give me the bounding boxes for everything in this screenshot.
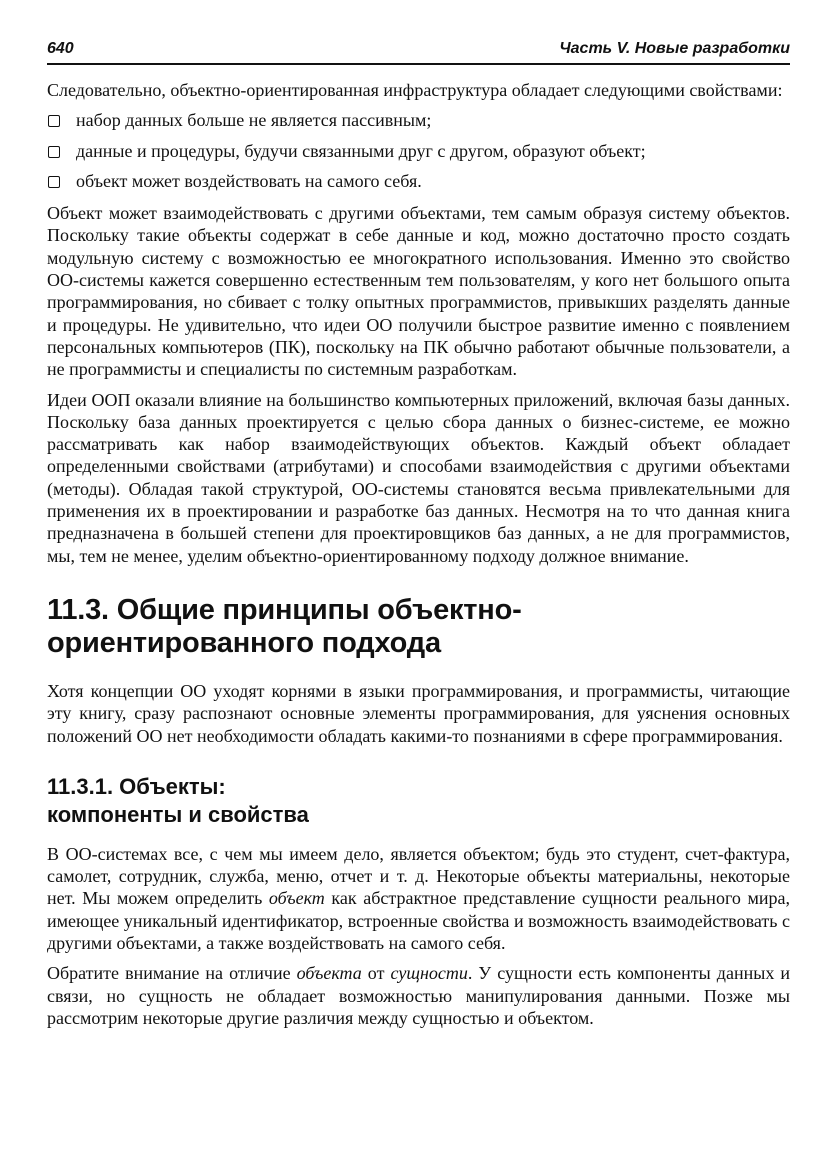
checkbox-bullet-icon [48,176,60,188]
emphasis-term: объекта [296,963,362,984]
running-title: Часть V. Новые разработки [559,40,790,57]
section-heading-line-2: ориентированного подхода [47,626,441,659]
list-item [47,170,790,192]
section-heading [47,594,790,660]
list-item-text: набор данных больше не является пассивным; [76,110,432,131]
list-item [47,140,790,162]
paragraph-oop-influence: Идеи ООП оказали влияние на большинство компьютерных приложений, включая базы данных. Поскольку база данных проектируется с целью сбора данных о бизнес-системе, ее можно рассматривать как набор взаимодействующих объектов. Каждый объект обладает определенными свойствами (атрибутами) и способами взаимодействия с другими объектами (методы). Обладая такой структурой, ОО-системы становятся весьма привлекательными для применения их в проектировании и разработке баз данных. Несмотря на то что данная книга предназначена в большей степени для проектировщиков баз данных, а не для программистов, мы, тем не менее, уделим объектно-ориентированному подходу должное внимание. [47,389,790,566]
list-item-text: объект может воздействовать на самого себя. [76,170,422,191]
checkbox-bullet-icon [48,146,60,158]
book-page [47,36,790,1037]
list-item-text: данные и процедуры, будучи связанными друг с другом, образуют объект; [76,140,646,161]
paragraph-object-vs-entity [47,962,790,1029]
subsection-heading [47,773,790,829]
paragraph-objects-interaction: Объект может взаимодействовать с другими объектами, тем самым образуя систему объектов. Поскольку такие объекты содержат в себе данные и код, можно достаточно просто создать модульную систему с возможностью ее многократного использования. Именно это свойство ОО-системы кажется совершенно естественным тем пользователям, у кого нет большого опыта программирования, но сбивает с толку опытных программистов, привыкших разделять данные и процедуры. Не удивительно, что идеи ОО получили быстрое развитие именно с появлением персональных компьютеров (ПК), поскольку на ПК обычно работают обычные пользователи, а не программисты и специалисты по системным разработкам. [47,203,790,380]
paragraph-object-definition [47,843,790,954]
text-run: от [361,963,391,984]
list-item [47,109,790,131]
property-list [47,109,790,192]
checkbox-bullet-icon [48,115,60,127]
subsection-heading-line-1: 11.3.1. Объекты: [47,773,226,799]
text-run: Обратите внимание на отличие [47,963,297,984]
emphasis-term: объект [268,888,325,909]
page-number: 640 [47,40,74,57]
section-heading-line-1: 11.3. Общие принципы объектно- [47,593,522,626]
text-run: . У сущности есть компоненты данных и связи, но сущность не обладает возможностью манипулирования данными. Позже мы рассмотрим некоторые другие различия между сущностью и объектом. [47,963,791,1028]
intro-paragraph: Следовательно, объектно-ориентированная инфраструктура обладает следующими свойствами: [47,80,783,100]
subsection-heading-line-2: компоненты и свойства [47,801,309,827]
text-run: как абстрактное представление сущности реального мира, имеющее уникальный идентификатор, встроенные свойства и возможность взаимодействовать с другими объектами, а также воздействовать на самого себя. [47,888,790,954]
text-run: В ОО-системах все, с чем мы имеем дело, является объектом; будь это студент, счет-фактура, самолет, сотрудник, служба, меню, отчет и т. д. Некоторые объекты материальны, некоторые нет. Мы можем определить [47,843,790,909]
page-header [47,36,790,65]
paragraph-oo-concepts: Хотя концепции ОО уходят корнями в языки программирования, и программисты, читающие эту книгу, сразу распознают основные элементы программирования, для уяснения основных положений ОО нет необходимости обладать какими-то познаниями в сфере программирования. [47,680,790,746]
emphasis-term: сущности [390,963,468,984]
